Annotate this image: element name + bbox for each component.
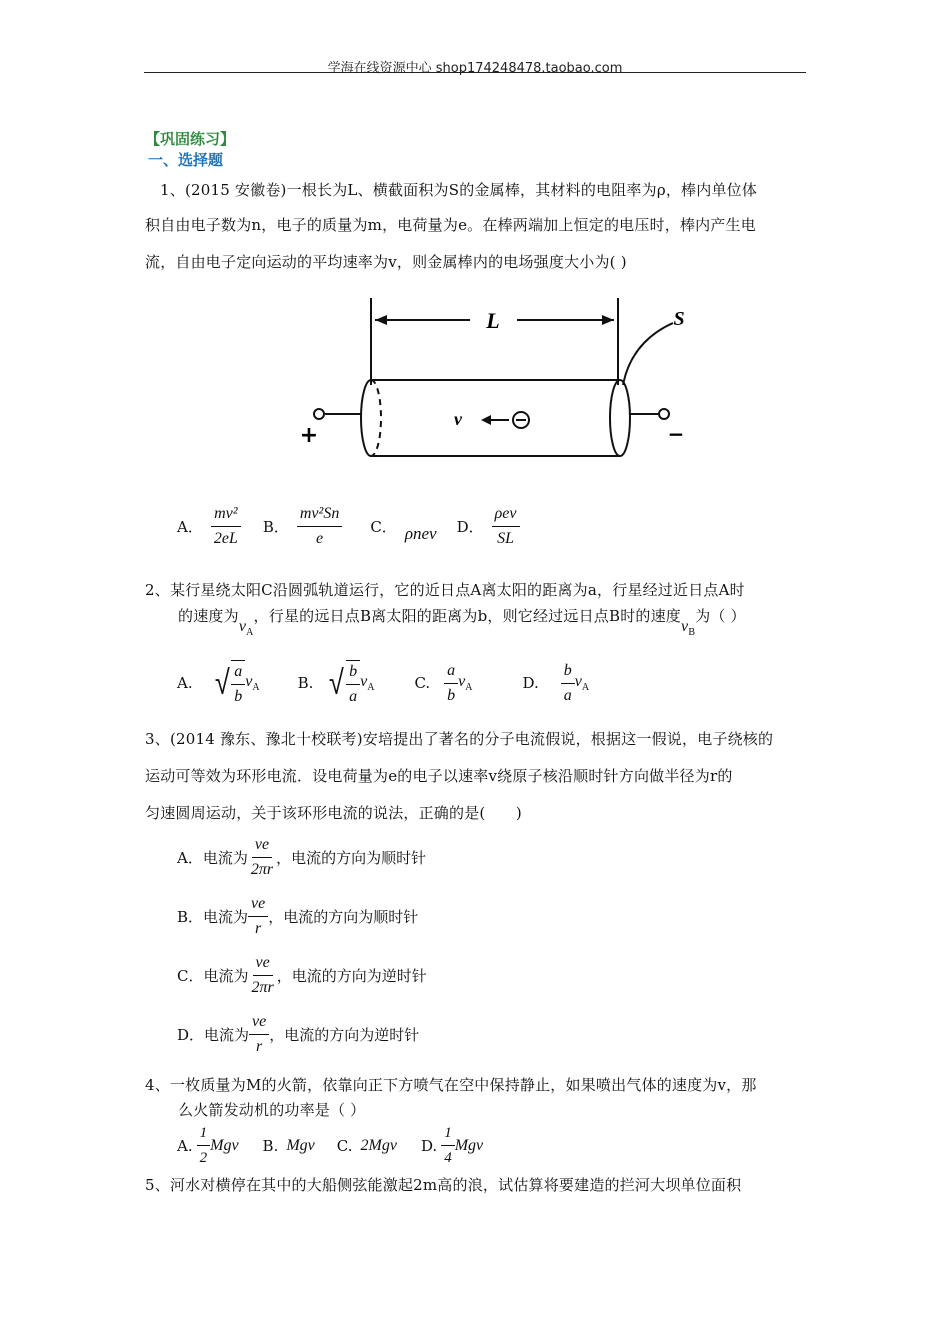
q2-option-c-den: b xyxy=(447,686,456,704)
q1-option-b-label: B． xyxy=(262,518,289,536)
q2-line1: 2、某行星绕太阳C沿圆弧轨道运行，它的近日点A离太阳的距离为a，行星经过近日点A时 xyxy=(145,581,745,599)
area-label: S xyxy=(673,308,685,330)
q1-line3: 流，自由电子定向运动的平均速率为v，则金属棒内的电场强度大小为( ) xyxy=(145,253,627,271)
q3-option-a-num: ve xyxy=(252,836,272,858)
q3-option-d-den: r xyxy=(256,1038,263,1055)
q4-option-a-label: A. xyxy=(177,1136,193,1155)
q4-option-d-frac xyxy=(441,1124,455,1167)
q4-option-b-label: B. xyxy=(262,1136,279,1155)
q3-option-a-den: 2πr xyxy=(250,861,274,878)
q1-figure xyxy=(295,293,705,468)
q3-option-b-den: r xyxy=(255,920,262,937)
q4-options xyxy=(177,1124,483,1167)
q3-option-a-frac xyxy=(248,836,276,879)
q1-option-c-label: C． xyxy=(370,518,397,536)
q4-option-a-den: 2 xyxy=(199,1150,208,1166)
q2-option-b-value: √ $\frac{b}{a}$ $v_A$ xyxy=(327,660,374,706)
q3-option-c-frac xyxy=(248,954,276,997)
q2-va-sub: A xyxy=(246,627,254,638)
q4-option-b-expr: Mgv xyxy=(286,1136,315,1154)
q3-line1: 3、(2014 豫东、豫北十校联考)安培提出了著名的分子电流假说，根据这一假说，电子绕核的 xyxy=(145,730,774,748)
q2-option-c-v: v xyxy=(458,673,466,690)
area-leader-line xyxy=(623,323,673,385)
q3-option-d-num: ve xyxy=(249,1013,269,1035)
q1-line2: 积自由电子数为n，电子的质量为m，电荷量为e。在棒两端加上恒定的电压时，棒内产生电 xyxy=(145,216,756,234)
q2-option-b-num: b xyxy=(346,663,360,685)
q1-option-c-text: ρnev xyxy=(404,523,437,543)
q2-line2 xyxy=(178,605,746,638)
q1-option-b-frac xyxy=(297,505,342,548)
q2-option-a-num: a xyxy=(231,663,245,685)
q4-option-a-frac xyxy=(197,1124,211,1167)
q3-option-a-label: A．电流为 xyxy=(177,849,248,867)
cylinder-right-end xyxy=(610,380,630,456)
q2-option-d-label: D. xyxy=(522,674,539,692)
velocity-label: v xyxy=(454,409,462,429)
q3-option-d-tail: ，电流的方向为逆时针 xyxy=(269,1026,420,1044)
q1-option-a-den: 2eL xyxy=(213,530,238,547)
minus-sign: − xyxy=(667,422,685,446)
length-label: L xyxy=(486,308,500,333)
arrow-head-left xyxy=(375,315,387,325)
q2-option-a-sub: A xyxy=(252,682,260,693)
q4-option-a-num: 1 xyxy=(197,1124,211,1146)
q4-option-d-label: D. xyxy=(420,1136,438,1155)
q3-option-a xyxy=(177,836,426,879)
q2-vb-sub: B xyxy=(688,627,696,638)
q3-option-c-den: 2πr xyxy=(251,979,274,996)
arrow-head-right xyxy=(602,315,614,325)
q1-options xyxy=(177,505,520,548)
q2-option-d-sub: A xyxy=(581,682,590,693)
q2-va-symbol: v xyxy=(238,618,247,635)
q1-option-b-num: mv²Sn xyxy=(297,505,342,527)
q1-option-a-label: A． xyxy=(177,518,203,536)
q4-option-c-label: C. xyxy=(336,1136,353,1155)
q4-line2: 么火箭发动机的功率是（ ） xyxy=(178,1101,366,1119)
q5-line1: 5、河水对横停在其中的大船侧弦能激起2m高的浪，试估算将要建造的拦河大坝单位面积 xyxy=(145,1176,742,1194)
q2-option-c-num: a xyxy=(444,662,458,684)
right-terminal xyxy=(659,409,669,419)
section-subtitle: 一、选择题 xyxy=(148,151,224,169)
q4-line1: 4、一枚质量为M的火箭，依靠向正下方喷气在空中保持静止，如果喷出气体的速度为v，那 xyxy=(145,1076,757,1094)
section-title: 【巩固练习】 xyxy=(145,130,236,148)
q2-vb-symbol: v xyxy=(681,618,689,635)
q1-option-d-label: D． xyxy=(456,518,484,536)
q1-option-d-frac xyxy=(492,505,520,548)
q3-option-d-frac xyxy=(249,1013,269,1056)
q1-option-a-frac xyxy=(211,505,241,548)
q2-va xyxy=(238,618,254,638)
q4-option-a-expr: Mgv xyxy=(210,1136,239,1154)
q3-option-a-tail: ，电流的方向为顺时针 xyxy=(276,849,427,867)
q2-option-a-label: A. xyxy=(177,674,193,692)
q3-option-b xyxy=(177,895,418,938)
left-terminal xyxy=(314,409,324,419)
q2-option-d-num: b xyxy=(561,662,575,684)
q3-option-b-label: B．电流为 xyxy=(177,908,249,926)
q1-line1: 1、(2015 安徽卷)一根长为L、横截面积为S的金属棒，其材料的电阻率为ρ，棒内单位体 xyxy=(160,181,758,199)
plus-sign: + xyxy=(299,423,319,448)
q4-option-d-expr: Mgv xyxy=(454,1136,484,1154)
q2-line2-part2: ，行星的远日点B离太阳的距离为b，则它经过远日点B时的速度 xyxy=(253,607,681,625)
q3-option-d-label: D．电流为 xyxy=(177,1026,250,1044)
q3-line2: 运动可等效为环形电流．设电荷量为e的电子以速率v绕原子核沿顺时针方向做半径为r的 xyxy=(145,767,733,785)
q3-option-c-label: C．电流为 xyxy=(177,967,249,985)
q2-option-a-value: √ $\frac{a}{b}$ $v_A$ xyxy=(213,660,260,706)
q2-options xyxy=(177,660,589,706)
q3-line3: 匀速圆周运动，关于该环形电流的说法，正确的是( ) xyxy=(145,804,522,822)
q3-option-c-tail: ，电流的方向为逆时针 xyxy=(276,967,427,985)
q2-option-c-value xyxy=(444,662,472,705)
q1-option-b-den: e xyxy=(316,530,324,547)
q2-option-b-den: a xyxy=(349,688,358,705)
q2-option-d-value xyxy=(561,662,589,705)
q2-vb xyxy=(681,618,696,638)
q4-option-d-den: 4 xyxy=(444,1150,452,1166)
q2-option-c-label: C. xyxy=(414,674,431,692)
cylinder-left-front xyxy=(361,380,371,456)
q2-option-a-v: v xyxy=(245,673,253,690)
q2-option-c-sub: A xyxy=(465,682,473,693)
q2-option-d-v: v xyxy=(574,673,582,690)
page-header: 学海在线资源中心 shop174248478.taobao.com xyxy=(327,61,623,76)
velocity-arrow-head xyxy=(481,415,491,425)
q2-option-a-den: b xyxy=(234,688,243,705)
q4-option-c-expr: 2Mgv xyxy=(360,1136,397,1154)
q3-option-b-tail: ，电流的方向为顺时针 xyxy=(268,908,419,926)
q2-option-b-label: B. xyxy=(297,674,314,692)
q2-option-b-sub: A xyxy=(367,682,375,693)
q4-option-d-num: 1 xyxy=(441,1124,455,1146)
q2-option-b-v: v xyxy=(360,673,368,690)
header-divider xyxy=(144,72,806,73)
q3-option-c-num: ve xyxy=(253,954,273,976)
q3-option-d xyxy=(177,1013,419,1056)
q1-option-d-num: ρev xyxy=(492,505,520,527)
q1-option-d-den: SL xyxy=(497,530,514,547)
q3-option-b-frac xyxy=(248,895,268,938)
q1-option-a-num: mv² xyxy=(211,505,240,527)
cylinder-left-back xyxy=(371,380,381,456)
q2-line2-part1: 的速度为 xyxy=(178,607,239,625)
q2-option-d-den: a xyxy=(563,686,572,704)
q2-line2-part3: 为（ ） xyxy=(695,607,746,625)
q3-option-c xyxy=(177,954,427,997)
q3-option-b-num: ve xyxy=(248,895,268,917)
